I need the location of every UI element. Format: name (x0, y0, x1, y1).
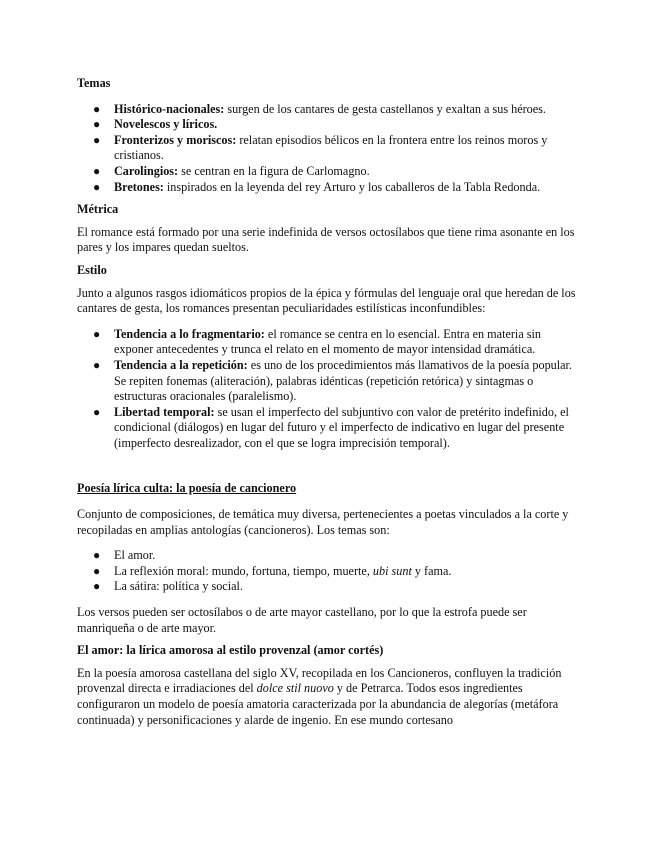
list-item (77, 180, 579, 196)
estilo-list (77, 327, 579, 452)
amor-italic: dolce stil nuovo (256, 681, 334, 696)
bullet-icon: ● (93, 357, 101, 372)
amor-text-end: y de Petrarca. Todos esos ingredientes configuraron un modelo de poesía amatoria caracterizada por la abundancia de alegorías (metáfora continuada) y personificaciones y alarde de ingenio. En ese mundo cortesano (77, 681, 559, 727)
metrica-paragraph: El romance está formado por una serie indefinida de versos octosílabos que tiene rima asonante en los pares y los impares quedan sueltos. (77, 224, 575, 255)
list-item (77, 548, 579, 564)
bullet-icon: ● (93, 101, 101, 116)
amor-text: En la poesía amorosa castellana del siglo XV, recopilada en los Cancioneros, confluyen la tradición provenzal directa e irradiaciones del (77, 665, 562, 696)
item-term: Histórico-nacionales: (114, 101, 225, 116)
list-item (77, 327, 579, 358)
list-item (77, 117, 579, 133)
document-page (77, 76, 579, 728)
item-text: inspirados en la leyenda del rey Arturo y los caballeros de la Tabla Redonda. (163, 179, 541, 194)
cancionero-paragraph: Conjunto de composiciones, de temática muy diversa, pertenecientes a poetas vinculados a la corte y recopiladas en amplias antologías (cancioneros). Los temas son: (77, 507, 569, 537)
list-item (77, 102, 579, 118)
bullet-icon: ● (93, 563, 101, 578)
item-term: Tendencia a lo fragmentario: (114, 326, 265, 341)
list-item (77, 579, 579, 595)
metrica-heading: Métrica (77, 202, 119, 217)
item-term: Novelescos y líricos. (114, 117, 218, 132)
item-text: se usan el imperfecto del subjuntivo con valor de pretérito indefinido, el condicional (diálogos) en lugar del futuro y el imperfecto de indicativo en lugar del presente (imperfecto desrealizador, con el que se logra imprecisión temporal). (114, 404, 569, 450)
item-text: La reflexión moral: mundo, fortuna, tiempo, muerte, (114, 563, 373, 578)
list-item (77, 164, 579, 180)
bullet-icon: ● (93, 548, 101, 563)
item-italic: ubi sunt (372, 563, 412, 578)
list-item (77, 405, 579, 452)
item-term: Tendencia a la repetición: (114, 357, 248, 372)
item-term: Fronterizos y moriscos: (114, 132, 237, 147)
bullet-icon: ● (93, 579, 101, 594)
temas-list (77, 102, 579, 196)
list-item (77, 564, 579, 580)
amor-heading: El amor: la lírica amorosa al estilo provenzal (amor cortés) (77, 643, 384, 658)
item-text-end: y fama. (411, 563, 452, 578)
item-text: surgen de los cantares de gesta castellanos y exaltan a sus héroes. (224, 101, 546, 116)
cancionero-heading: Poesía lírica culta: la poesía de cancionero (77, 481, 297, 496)
cancionero-list (77, 548, 579, 595)
item-term: Bretones: (114, 179, 164, 194)
estilo-heading: Estilo (77, 262, 107, 277)
item-term: Carolingios: (114, 163, 179, 178)
estilo-paragraph: Junto a algunos rasgos idiomáticos propios de la épica y fórmulas del lenguaje oral que heredan de los cantares de gesta, los romances presentan peculiaridades estilísticas inconfundibles: (77, 285, 576, 316)
item-text: La sátira: política y social. (114, 579, 243, 594)
item-text: relatan episodios bélicos en la frontera entre los reinos moros y cristianos. (114, 132, 548, 163)
list-item (77, 358, 579, 405)
bullet-icon: ● (93, 163, 101, 178)
list-item (77, 133, 579, 164)
item-text: el romance se centra en lo esencial. Entra en materia sin exponer antecedentes y trunca el relato en el momento de mayor intensidad dramática. (114, 326, 541, 357)
amor-paragraph (77, 666, 579, 728)
bullet-icon: ● (93, 326, 101, 341)
item-text: El amor. (114, 548, 156, 563)
bullet-icon: ● (93, 117, 101, 132)
bullet-icon: ● (93, 404, 101, 419)
temas-heading: Temas (77, 76, 111, 90)
bullet-icon: ● (93, 179, 101, 194)
item-text: es uno de los procedimientos más llamativos de la poesía popular. Se repiten fonemas (aliteración), palabras idénticas (repetición retórica) y sintagmas o estructuras oracionales (paralelismo). (114, 357, 572, 404)
item-text: se centran en la figura de Carlomagno. (178, 163, 370, 178)
bullet-icon: ● (93, 132, 101, 147)
item-term: Libertad temporal: (114, 404, 215, 419)
versos-paragraph: Los versos pueden ser octosílabos o de arte mayor castellano, por lo que la estrofa puede ser manriqueña o de arte mayor. (77, 605, 527, 635)
